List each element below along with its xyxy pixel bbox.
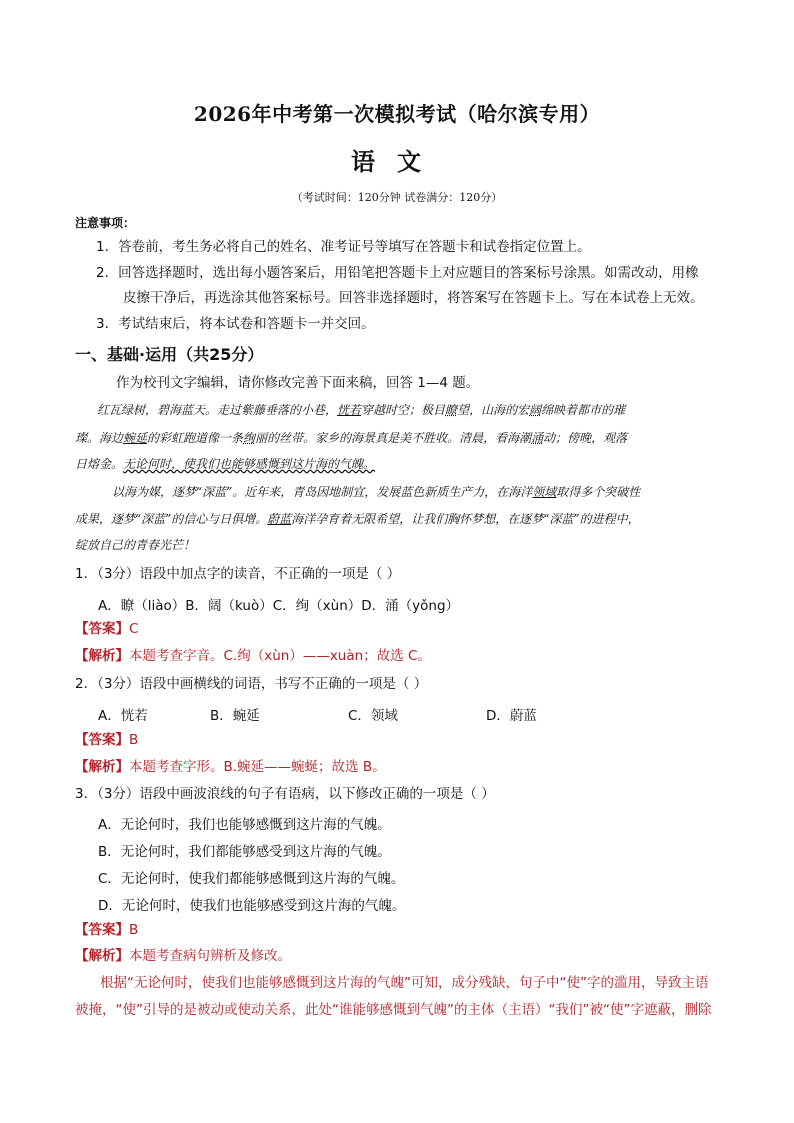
question-2-stem: 2．（3分）语段中画横线的词语，书写不正确的一项是（ ）: [75, 676, 428, 692]
underlined-word: 恍若: [337, 403, 362, 417]
dotted-char: 阔: [529, 403, 542, 417]
passage-line: [75, 430, 627, 446]
passage-text: 动；傍晚，观落: [543, 431, 628, 445]
passage-text: 成果，逐梦“深蓝”的信心与日俱增。: [75, 512, 268, 526]
passage-text: 以海为媒，逐梦“深蓝”。近年来，青岛因地制宜，发展蓝色新质生产力，在海洋: [112, 485, 533, 499]
notice-item-2-cont: 皮擦干净后，再选涂其他答案标号。回答非选择题时，将答案写在答题卡上。写在本试卷上无效。: [123, 290, 704, 306]
answer-value: C: [129, 621, 139, 637]
question-2-option-a: A．恍若: [98, 708, 148, 724]
passage-line: [112, 484, 640, 500]
question-1-answer: [75, 620, 138, 638]
notice-item-3: 3．考试结束后，将本试卷和答题卡一并交回。: [96, 316, 375, 332]
answer-value: B: [129, 922, 139, 938]
question-1-analysis: [75, 647, 431, 665]
notice-item-2: 2．回答选择题时，选出每小题答案后，用铅笔把答题卡上对应题目的答案标号涂黑。如需改动，用橡: [96, 265, 699, 281]
passage-text: 海洋孕育着无限希望，让我们胸怀梦想，在逐梦“深蓝”的进程中，: [291, 512, 640, 526]
section-intro: 作为校刊文字编辑，请你修改完善下面来稿，回答 1—4 题。: [116, 375, 480, 391]
dotted-char: 涌: [531, 431, 544, 445]
question-3-explanation: 被掩，“使”引导的是被动或使动关系，此处“谁能够感慨到气魄”的主体（主语）“我们”被“使”字遮蔽，删除: [75, 1002, 712, 1018]
page-title: 2026年中考第一次模拟考试（哈尔滨专用）: [193, 102, 601, 126]
passage-text: 取得多个突破性: [556, 485, 641, 499]
question-2-option-b: B．蜿延: [210, 708, 260, 724]
passage-text: 红瓦绿树，碧海蓝天。走过紫藤垂落的小巷，: [97, 403, 338, 417]
question-1-options: A．瞭（liào）B．阔（kuò）C．绚（xùn）D．涌（yǒng）: [98, 598, 460, 614]
question-3-answer: [75, 921, 138, 939]
analysis-text: 本题考查字形。B.蜿延——蜿蜒；故选 B。: [129, 759, 386, 775]
passage-line: 绽放自己的青春光芒！: [75, 538, 196, 552]
question-3-option-d: D．无论何时，使我们也能够感受到这片海的气魄。: [98, 898, 406, 914]
subject-title: 语文: [351, 147, 443, 176]
question-3-stem: 3．（3分）语段中画波浪线的句子有语病，以下修改正确的一项是（ ）: [75, 786, 495, 802]
question-2-analysis: [75, 758, 386, 776]
passage-line: [75, 511, 640, 527]
answer-tag: 【答案】: [75, 732, 129, 748]
passage-text: 望，山海的宏: [457, 403, 530, 417]
answer-tag: 【答案】: [75, 922, 129, 938]
answer-value: B: [129, 732, 139, 748]
analysis-text: 本题考查字音。C.绚（xùn）——xuàn；故选 C。: [129, 648, 431, 664]
question-2-option-c: C．领域: [348, 708, 398, 724]
dotted-char: 瞭: [445, 403, 458, 417]
analysis-tag: 【解析】: [75, 759, 129, 775]
notice-heading: 注意事项：: [75, 216, 136, 230]
wavy-sentence: 无论何时，使我们也能够感慨到这片海的气魄。: [123, 457, 376, 471]
question-3-option-c: C．无论何时，使我们都能够感慨到这片海的气魄。: [98, 871, 405, 887]
underlined-word: 领域: [532, 485, 557, 499]
question-2-option-d: D．蔚蓝: [486, 708, 537, 724]
passage-text: 的彩虹跑道像一条: [147, 431, 244, 445]
answer-tag: 【答案】: [75, 621, 129, 637]
question-3-option-a: A．无论何时，我们也能够感慨到这片海的气魄。: [98, 817, 391, 833]
passage-text: 璨。海边: [75, 431, 124, 445]
analysis-text: 本题考查病句辨析及修改。: [129, 948, 291, 964]
analysis-tag: 【解析】: [75, 948, 129, 964]
passage-text: 穿越时空；极目: [361, 403, 446, 417]
passage-text: 绵映着都市的璀: [541, 403, 626, 417]
notice-item-1: 1．答卷前，考生务必将自己的姓名、准考证号等填写在答题卡和试卷指定位置上。: [96, 239, 591, 255]
dotted-char: 绚: [243, 431, 256, 445]
underlined-word: 蔚蓝: [267, 512, 292, 526]
passage-text: 日熔金。: [75, 457, 124, 471]
underlined-word: 蜿延: [123, 431, 148, 445]
analysis-tag: 【解析】: [75, 648, 129, 664]
question-3-explanation: 根据“无论何时，使我们也能够感慨到这片海的气魄”可知，成分残缺，句子中“使”字的滥用，导致主语: [100, 975, 709, 991]
question-1-stem: 1．（3分）语段中加点字的读音，不正确的一项是（ ）: [75, 566, 401, 582]
question-3-option-b: B．无论何时，我们都能够感受到这片海的气魄。: [98, 844, 391, 860]
exam-info: （考试时间：120分钟 试卷满分：120分）: [291, 191, 503, 204]
passage-line: [75, 456, 375, 472]
question-3-analysis: [75, 947, 291, 965]
passage-line: [97, 402, 625, 418]
passage-text: 丽的丝带。家乡的海景真是美不胜收。清晨，看海潮: [255, 431, 532, 445]
question-2-answer: [75, 731, 138, 749]
section-title: 一、基础·运用（共25分）: [75, 345, 264, 364]
